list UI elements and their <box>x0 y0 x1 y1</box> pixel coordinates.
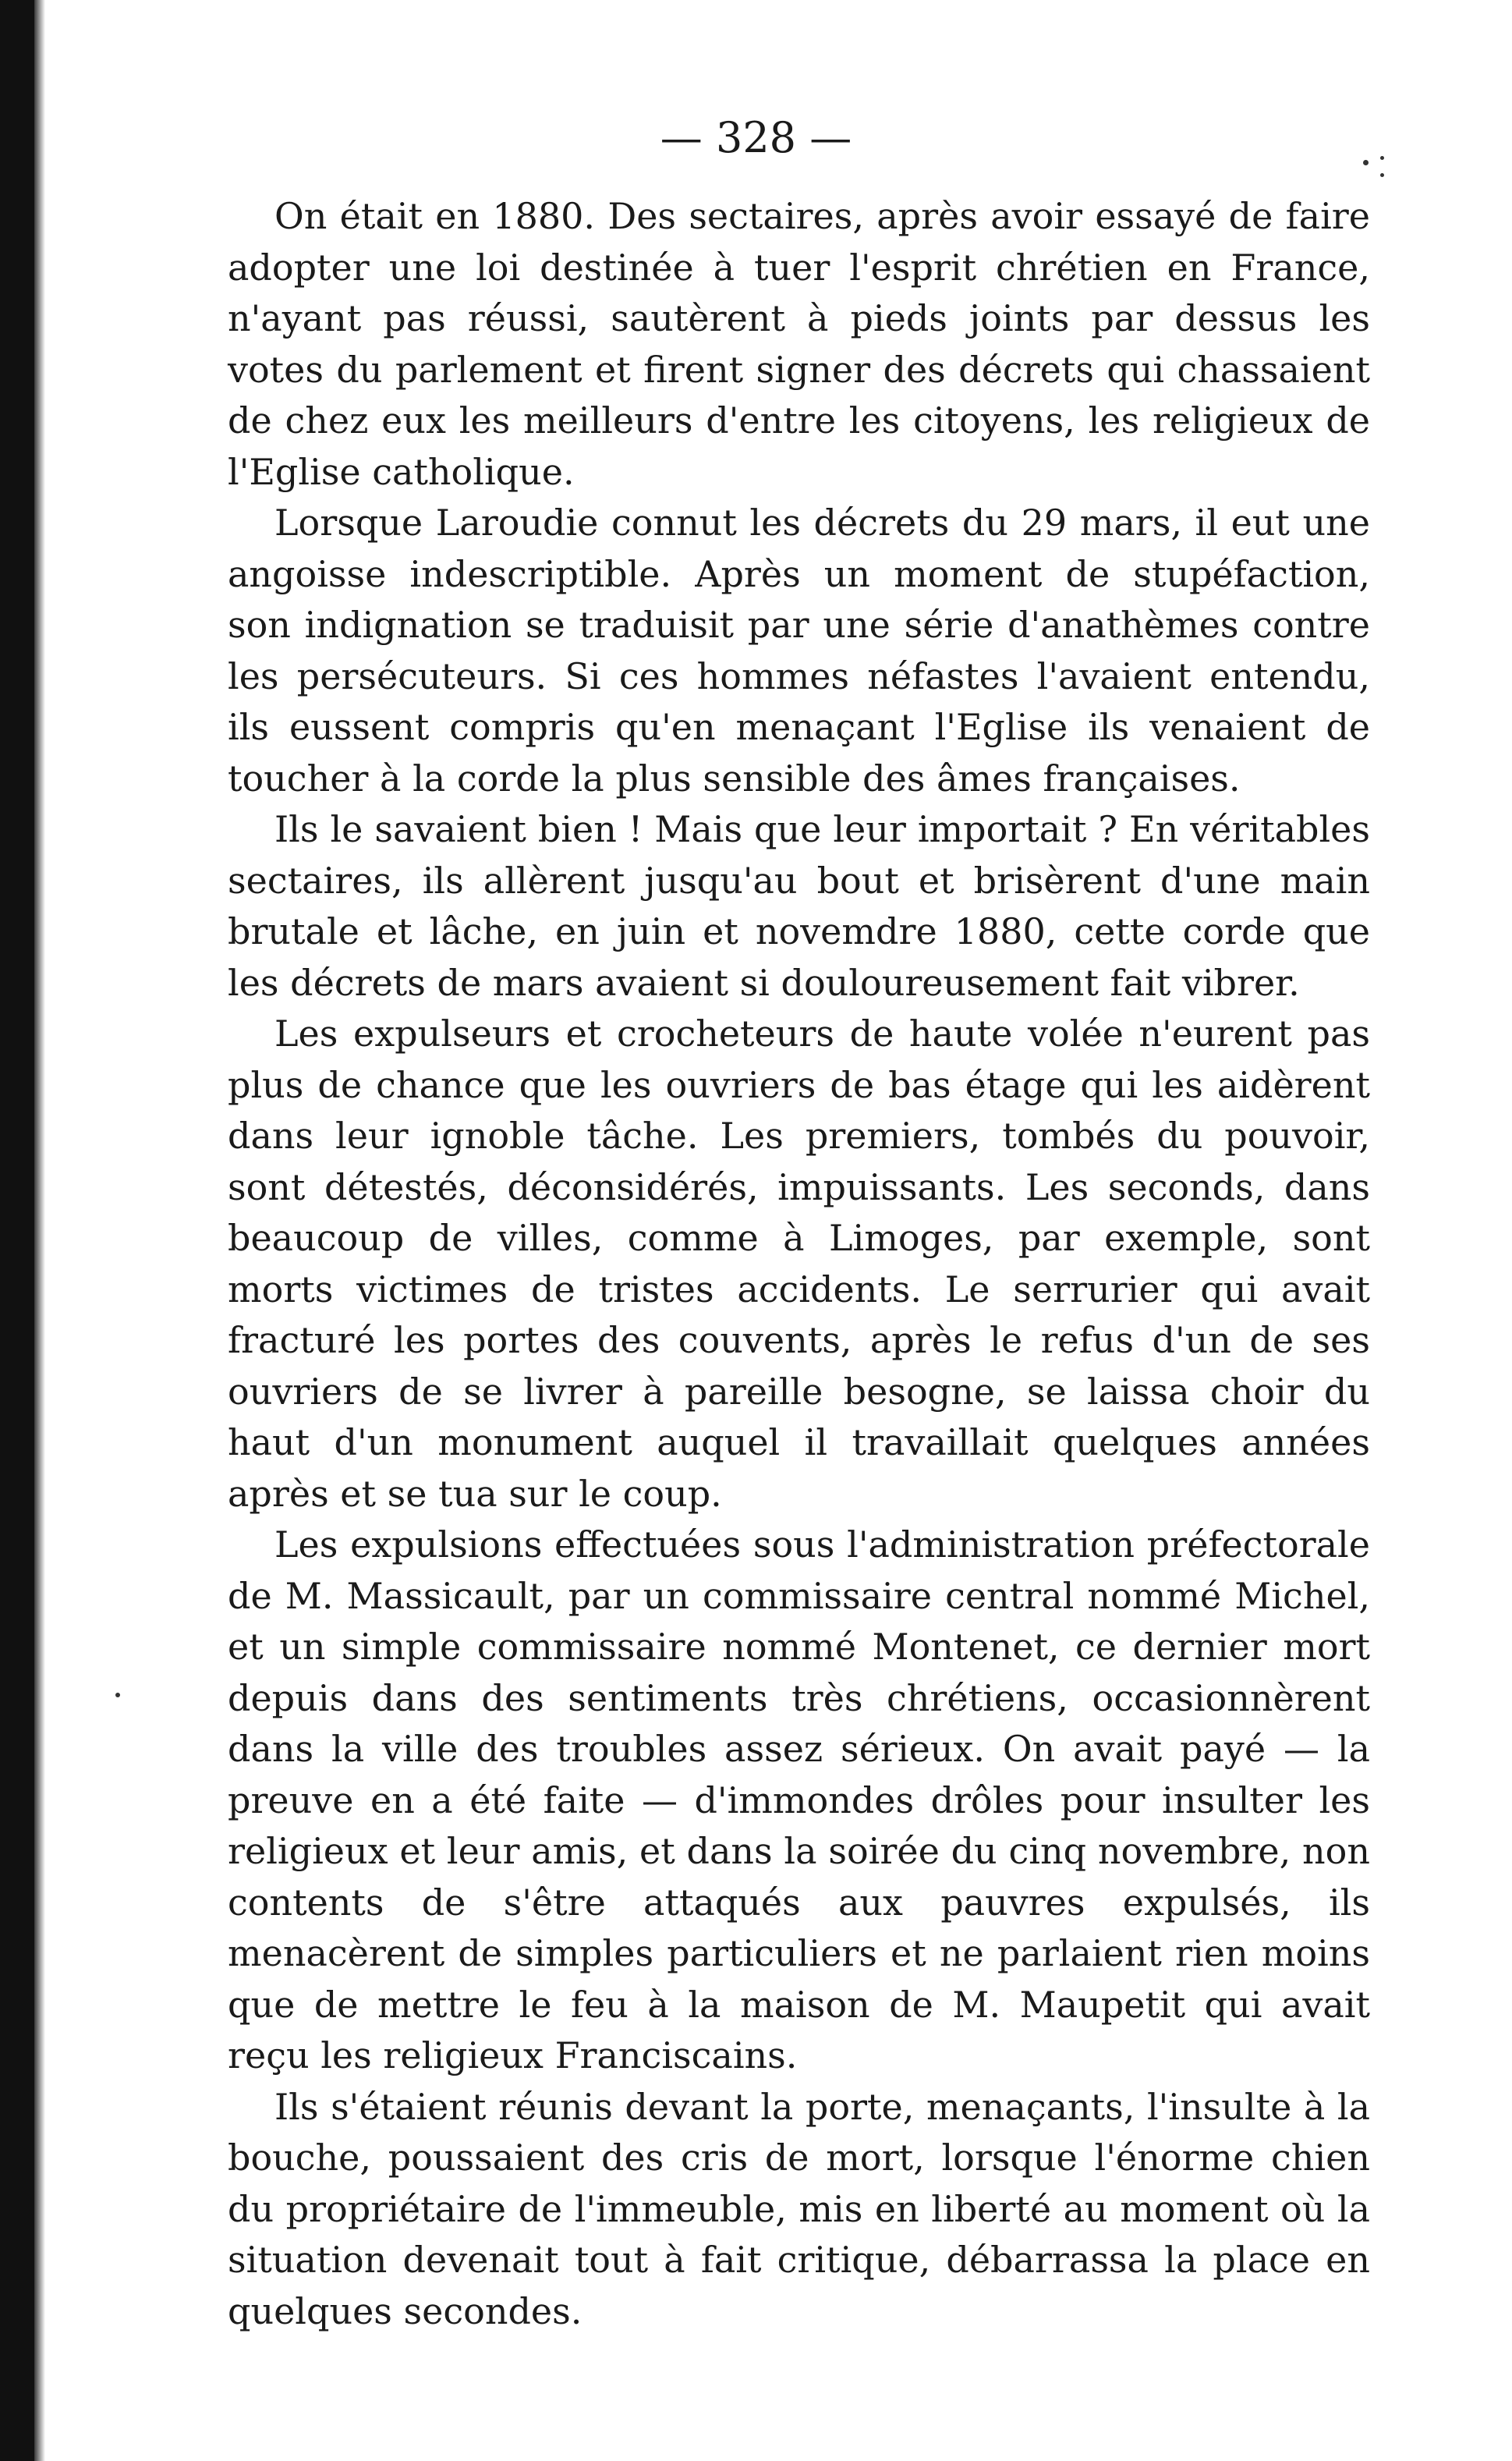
scan-speck <box>115 1693 120 1697</box>
scan-binding-edge <box>0 0 34 2461</box>
paragraph: Les expulseurs et crocheteurs de haute volée n'eurent pas plus de chance que les ouvriers de bas étage qui les aidèrent dans leur ignoble tâche. Les premiers, tombés du pouvoir, sont détestés, déconsidérés, impuissants. Les seconds, dans beaucoup de villes, comme à Limoges, par exemple, sont morts victimes de tristes accidents. Le serrurier qui avait fracturé les portes des couvents, après le refus d'un de ses ouvriers de se livrer à pareille besogne, se laissa choir du haut d'un monument auquel il travaillait quelques années après et se tua sur le coup. <box>228 1012 1370 1515</box>
body-text <box>228 191 1370 2337</box>
paragraph: Ils le savaient bien ! Mais que leur importait ? En véritables sectaires, ils allèrent jusqu'au bout et brisèrent d'une main brutale et lâche, en juin et novemdre 1880, cette corde que les décrets de mars avaient si douloureusement fait vibrer. <box>228 808 1370 1004</box>
scan-binding-shadow <box>34 0 45 2461</box>
paragraph: Les expulsions effectuées sous l'administration préfectorale de M. Massicault, par un commissaire central nommé Michel, et un simple commissaire nommé Montenet, ce dernier mort depuis dans des sentiments très chrétiens, occasionnèrent dans la ville des troubles assez sérieux. On avait payé — la preuve en a été faite — d'immondes drôles pour insulter les religieux et leur amis, et dans la soirée du cinq novembre, non contents de s'être attaqués aux pauvres expulsés, ils menacèrent de simples particuliers et ne parlaient rien moins que de mettre le feu à la maison de M. Maupetit qui avait reçu les religieux Franciscains. <box>228 1523 1370 2076</box>
paragraph: Lorsque Laroudie connut les décrets du 29 mars, il eut une angoisse indescriptible. Après un moment de stupéfaction, son indignation se traduisit par une série d'anathèmes contre les persécuteurs. Si ces hommes néfastes l'avaient entendu, ils eussent compris qu'en menaçant l'Eglise ils venaient de toucher à la corde la plus sensible des âmes françaises. <box>228 502 1370 800</box>
page-number: — 328 — <box>660 113 852 162</box>
paragraph: Ils s'étaient réunis devant la porte, menaçants, l'insulte à la bouche, poussaient des cris de mort, lorsque l'énorme chien du propriétaire de l'immeuble, mis en liberté au moment où la situation devenait tout à fait critique, débarrassa la place en quelques secondes. <box>228 2085 1370 2332</box>
scan-speck <box>1380 173 1384 177</box>
paragraph: On était en 1880. Des sectaires, après avoir essayé de faire adopter une loi destinée à tuer l'esprit chrétien en France, n'ayant pas réussi, sautèrent à pieds joints par dessus les votes du parlement et firent signer des décrets qui chassaient de chez eux les meilleurs d'entre les citoyens, les religieux de l'Eglise catholique. <box>228 195 1370 493</box>
